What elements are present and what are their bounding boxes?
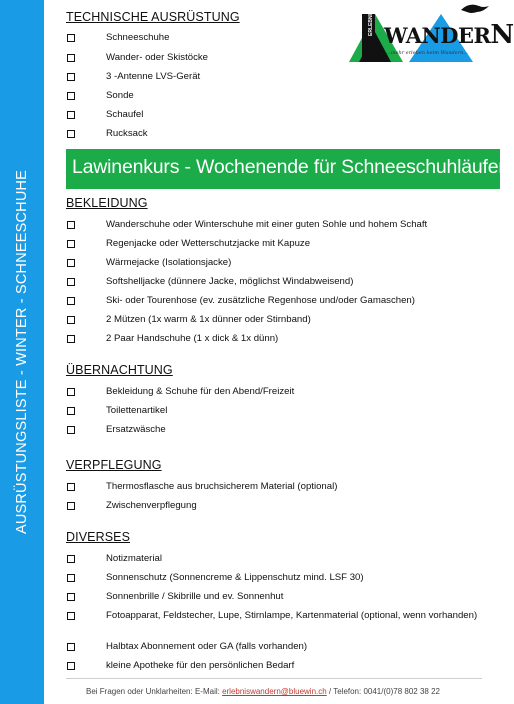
checkbox[interactable] — [67, 643, 75, 651]
checkbox[interactable] — [67, 593, 75, 601]
section-title-uebernachtung: ÜBERNACHTUNG — [66, 363, 173, 377]
checkbox[interactable] — [67, 388, 75, 396]
checkbox[interactable] — [67, 483, 75, 491]
checkbox[interactable] — [67, 278, 75, 286]
checkbox[interactable] — [67, 297, 75, 305]
checkbox[interactable] — [67, 426, 75, 434]
checkbox[interactable] — [67, 574, 75, 582]
section-title-verpflegung: VERPFLEGUNG — [66, 458, 162, 472]
title-banner — [66, 149, 505, 189]
checkbox[interactable] — [67, 92, 75, 100]
section-title-diverses: DIVERSES — [66, 530, 131, 544]
checkbox[interactable] — [67, 612, 75, 620]
checkbox[interactable] — [67, 34, 75, 42]
checkbox[interactable] — [67, 502, 75, 510]
checkbox[interactable] — [67, 111, 75, 119]
checkbox[interactable] — [67, 221, 75, 229]
checkbox[interactable] — [67, 555, 75, 563]
checkbox[interactable] — [67, 240, 75, 248]
logo-wordmark: WANDERN — [384, 20, 514, 50]
sidebar — [0, 0, 44, 704]
checkbox[interactable] — [67, 407, 75, 415]
section-title-bekleidung: BEKLEIDUNG — [66, 196, 148, 210]
checkbox[interactable] — [67, 54, 75, 62]
checkbox[interactable] — [67, 130, 75, 138]
checkbox[interactable] — [67, 662, 75, 670]
logo-vertical-text: ERLEBNIS — [368, 10, 374, 36]
logo-slogan: ...mehr erleben beim Wandern... — [386, 50, 469, 56]
footer-divider — [66, 678, 482, 679]
banner-title: Lawinenkurs - Wochenende für Schneeschuhläufer — [72, 156, 505, 178]
checkbox[interactable] — [67, 73, 75, 81]
footer-contact: Bei Fragen oder Unklarheiten: E-Mail: erlebniswandern@bluewin.ch / Telefon: 0041/(0)78 802 38 22 — [86, 687, 440, 696]
checkbox[interactable] — [67, 335, 75, 343]
sidebar-title: AUSRÜSTUNGSLISTE - WINTER - SCHNEESCHUHE — [14, 169, 30, 535]
footer-email-link[interactable]: erlebniswandern@bluewin.ch — [222, 687, 327, 696]
checkbox[interactable] — [67, 316, 75, 324]
checkbox[interactable] — [67, 259, 75, 267]
section-title-technische-ausruestung: TECHNISCHE AUSRÜSTUNG — [66, 10, 240, 24]
